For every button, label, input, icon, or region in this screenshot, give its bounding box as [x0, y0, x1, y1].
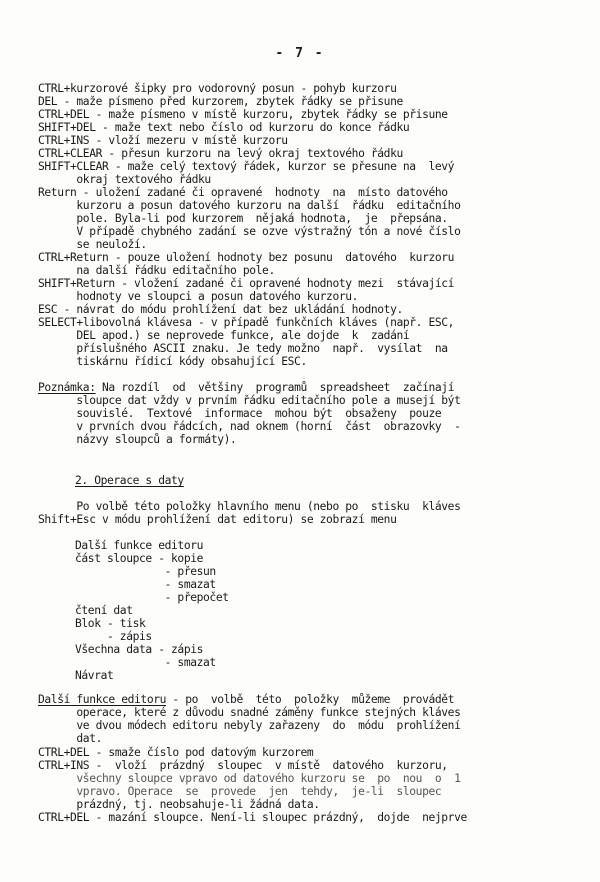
menu-item: - zápis — [75, 630, 152, 643]
note-line: souvislé. Textové informace mohou být obsaženy pouze — [38, 407, 442, 420]
tail-line: všechny sloupce vpravo od datového kurzoru se po nou o 1 — [38, 772, 461, 785]
key-line: ESC - návrat do módu prohlížení dat bez ukládání hodnoty. — [38, 303, 403, 316]
tail-line: CTRL+DEL - smaže číslo pod datovým kurzorem — [38, 746, 314, 759]
key-line: SELECT+libovolná klávesa - v případě funkčních kláves (např. ESC, — [38, 316, 455, 329]
further-line: dat. — [38, 732, 103, 745]
key-line: DEL - maže písmeno před kurzorem, zbytek řádky se přisune — [38, 95, 403, 108]
menu-item: část sloupce - kopie — [75, 552, 204, 565]
intro-line: Shift+Esc v módu prohlížení dat editoru) se zobrazí menu — [38, 513, 397, 526]
key-line: Return - uložení zadané či opravené hodnoty na místo datového — [38, 186, 448, 199]
page-number: - 7 - — [275, 46, 325, 61]
key-line: pole. Byla-li pod kurzorem nějaká hodnota, je přepsána. — [38, 212, 448, 225]
key-line: CTRL+CLEAR - přesun kurzoru na levý okraj textového řádku — [38, 147, 403, 160]
menu-item: Návrat — [75, 669, 114, 682]
tail-line: CTRL+DEL - mazání sloupce. Není-li sloupec prázdný, dojde nejprve — [38, 811, 467, 824]
menu-item: Blok - tisk — [75, 617, 146, 630]
note-line: v prvních dvou řádcích, nad oknem (horní část obrazovky - — [38, 420, 461, 433]
key-line: tiskárnu řídicí kódy obsahující ESC. — [38, 355, 307, 368]
note-text: Na rozdíl od většiny programů spreadsheet začínají — [95, 381, 455, 394]
tail-line: CTRL+INS - vloží prázdný sloupec v místě datového kurzoru, — [38, 759, 448, 772]
note-first-line — [38, 381, 454, 394]
further-first-line — [38, 693, 454, 706]
key-line: CTRL+Return - pouze uložení hodnoty bez posunu datového kurzoru — [38, 251, 455, 264]
intro-line: Po volbě této položky hlavního menu (nebo po stisku kláves — [38, 500, 461, 513]
key-line: příslušného ASCII znaku. Je tedy možno např. vysílat na — [38, 342, 448, 355]
further-line: operace, které z důvodu snadné záměny funkce stejných kláves — [38, 706, 461, 719]
key-line: na další řádku editačního pole. — [38, 264, 275, 277]
key-line: V případě chybného zadání se ozve výstražný tón a nové číslo — [38, 225, 461, 238]
key-line: kurzoru a posun datového kurzoru na další řádku editačního — [38, 199, 461, 212]
menu-item: - přesun — [75, 565, 216, 578]
key-line: CTRL+INS - vloží mezeru v místě kurzoru — [38, 134, 288, 147]
key-line: SHIFT+Return - vložení zadané či opravené hodnoty mezi stávající — [38, 277, 455, 290]
key-line: SHIFT+CLEAR - maže celý textový řádek, kurzor se přesune na levý — [38, 160, 455, 173]
further-line: ve dvou módech editoru nebyly zařazeny do módu prohlížení — [38, 719, 461, 732]
further-label: Další funkce editoru — [38, 693, 167, 706]
further-text: - po volbě této položky můžeme provádět — [166, 693, 455, 706]
menu-item: - smazat — [75, 578, 216, 591]
menu-item: Všechna data - zápis — [75, 643, 204, 656]
tail-line: vpravo. Operace se provede jen tehdy, je-li sloupec — [38, 785, 442, 798]
note-line: názvy sloupců a formáty). — [38, 433, 237, 446]
section-title: 2. Operace s daty — [75, 474, 184, 487]
key-line: CTRL+DEL - maže písmeno v místě kurzoru, zbytek řádky se přisune — [38, 108, 448, 121]
key-line: CTRL+kurzorové šipky pro vodorovný posun - pohyb kurzoru — [38, 82, 397, 95]
key-line: se neuloží. — [38, 238, 147, 251]
menu-item: čtení dat — [75, 604, 133, 617]
key-line: hodnoty ve sloupci a posun datového kurzoru. — [38, 290, 359, 303]
menu-item: Další funkce editoru — [75, 539, 204, 552]
note-label: Poznámka: — [38, 381, 96, 394]
tail-line: prázdný, tj. neobsahuje-li žádná data. — [38, 798, 320, 811]
key-line: SHIFT+DEL - maže text nebo číslo od kurzoru do konce řádku — [38, 121, 410, 134]
menu-item: - smazat — [75, 656, 216, 669]
key-line: okraj textového řádku — [38, 173, 211, 186]
note-line: sloupce dat vždy v prvním řádku editačního pole a musejí být — [38, 394, 461, 407]
key-line: DEL apod.) se neprovede funkce, ale dojde k zadání — [38, 329, 410, 342]
menu-item: - přepočet — [75, 591, 229, 604]
